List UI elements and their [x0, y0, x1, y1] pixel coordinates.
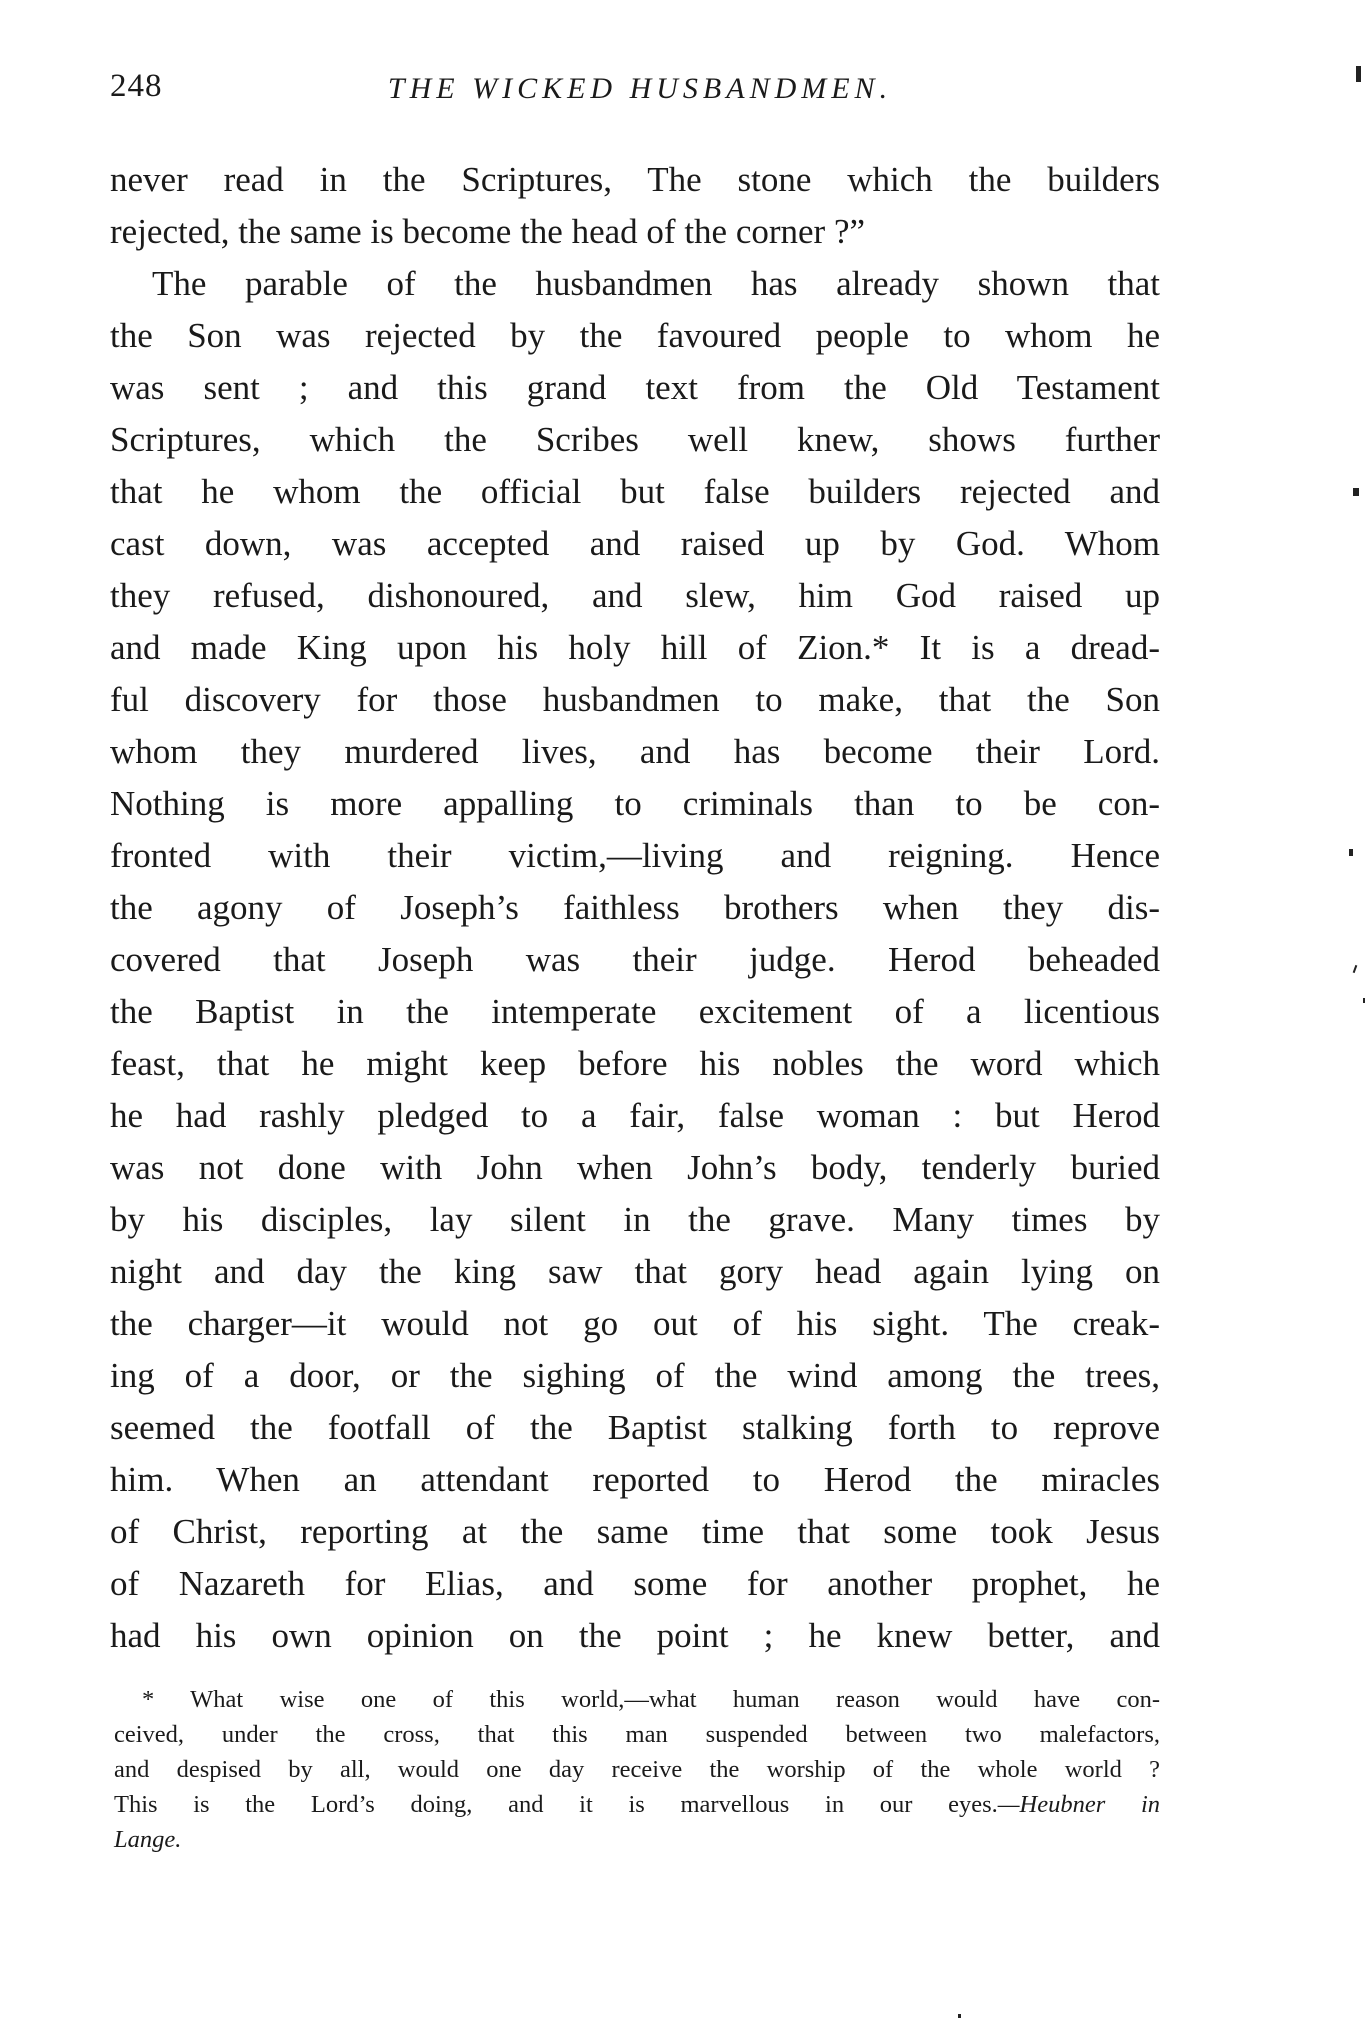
footnote [114, 1682, 1160, 1857]
text-line: ing of a door, or the sighing of the wind among the trees, [110, 1356, 1160, 1395]
running-head: THE WICKED HUSBANDMEN. [387, 72, 893, 105]
text-line: that he whom the official but false builders rejected and [110, 472, 1160, 511]
footnote-line: and despised by all, would one day receive the worship of the whole world ? [114, 1756, 1160, 1783]
text-line: night and day the king saw that gory head again lying on [110, 1252, 1160, 1291]
text-line: covered that Joseph was their judge. Herod beheaded [110, 940, 1160, 979]
text-line: was not done with John when John’s body, tenderly buried [110, 1148, 1160, 1187]
footnote-line: * What wise one of this world,—what human reason would have con- [142, 1686, 1160, 1713]
text-line: rejected, the same is become the head of the corner ?” [110, 212, 866, 251]
text-line: Nothing is more appalling to criminals than to be con- [110, 784, 1160, 823]
page-number: 248 [110, 68, 163, 104]
text-line: whom they murdered lives, and has become their Lord. [110, 732, 1160, 771]
text-line: feast, that he might keep before his nobles the word which [110, 1044, 1160, 1083]
footnote-line-text: This is the Lord’s doing, and it is marvellous in our eyes. [114, 1791, 998, 1818]
page-header [110, 68, 1160, 116]
margin-speck [1353, 488, 1359, 496]
margin-speck [1353, 965, 1358, 973]
text-line: cast down, was accepted and raised up by God. Whom [110, 524, 1160, 563]
text-line: never read in the Scriptures, The stone which the builders [110, 160, 1160, 199]
text-line: seemed the footfall of the Baptist stalking forth to reprove [110, 1408, 1160, 1447]
text-line: Scriptures, which the Scribes well knew, shows further [110, 420, 1160, 459]
margin-speck [1356, 66, 1361, 82]
footnote-line: ceived, under the cross, that this man suspended between two malefactors, [114, 1721, 1160, 1748]
text-line: him. When an attendant reported to Herod the miracles [110, 1460, 1160, 1499]
text-line: The parable of the husbandmen has already shown that [152, 264, 1160, 303]
body-text [110, 154, 1160, 1662]
text-line: of Nazareth for Elias, and some for another prophet, he [110, 1564, 1160, 1603]
margin-speck [1363, 998, 1365, 1003]
text-line: the agony of Joseph’s faithless brothers when they dis- [110, 888, 1160, 927]
text-line: he had rashly pledged to a fair, false woman : but Herod [110, 1096, 1160, 1135]
text-line: the Son was rejected by the favoured people to whom he [110, 316, 1160, 355]
text-line: the Baptist in the intemperate excitement of a licentious [110, 992, 1160, 1031]
footnote-line [114, 1822, 1160, 1857]
text-line: by his disciples, lay silent in the grave. Many times by [110, 1200, 1160, 1239]
text-line: fronted with their victim,—living and reigning. Hence [110, 836, 1160, 875]
footnote-attribution-source: Lange. [114, 1826, 182, 1853]
margin-speck [1349, 849, 1353, 856]
text-line: ful discovery for those husbandmen to make, that the Son [110, 680, 1160, 719]
text-line: was sent ; and this grand text from the Old Testament [110, 368, 1160, 407]
text-line: the charger—it would not go out of his sight. The creak- [110, 1304, 1160, 1343]
text-line: of Christ, reporting at the same time that some took Jesus [110, 1512, 1160, 1551]
text-line: had his own opinion on the point ; he knew better, and [110, 1616, 1160, 1655]
margin-speck [958, 2014, 961, 2018]
footnote-line [114, 1787, 1160, 1822]
text-line: they refused, dishonoured, and slew, him God raised up [110, 576, 1160, 615]
footnote-attribution: —Heubner in [997, 1791, 1160, 1818]
text-line: and made King upon his holy hill of Zion.* It is a dread- [110, 628, 1160, 667]
